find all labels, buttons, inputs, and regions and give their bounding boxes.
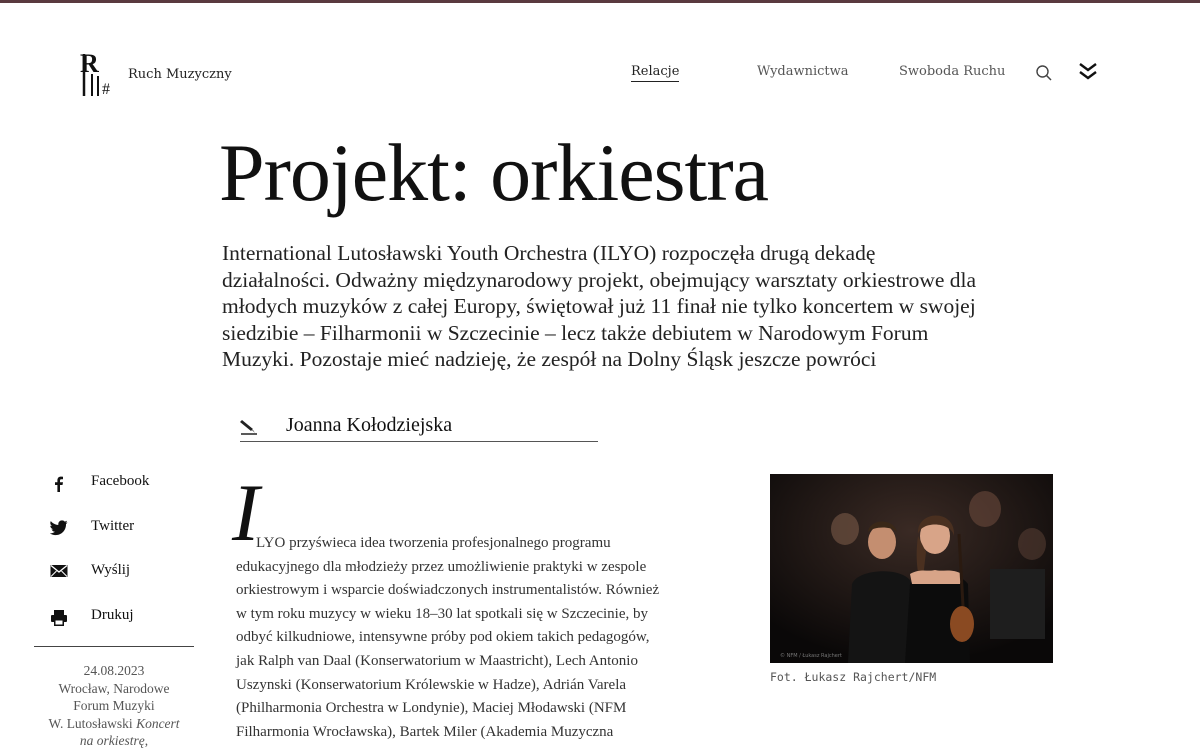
search-icon[interactable] bbox=[1035, 64, 1053, 82]
svg-text:#: # bbox=[102, 81, 110, 98]
share-mail-button[interactable] bbox=[50, 561, 190, 585]
event-place: Wrocław, Narodowe bbox=[58, 680, 170, 696]
body-line: w tym roku muzycy w wieku 18–30 lat spotkali się w Szczecinie, by bbox=[236, 605, 648, 622]
printer-icon bbox=[50, 609, 68, 627]
event-program bbox=[34, 732, 194, 750]
article-lead bbox=[222, 240, 1012, 373]
nav-item-relacje[interactable]: Relacje bbox=[631, 64, 679, 82]
drop-cap: I bbox=[232, 467, 260, 558]
share-facebook-button[interactable] bbox=[50, 472, 190, 496]
svg-text:R: R bbox=[80, 50, 99, 78]
body-line: LYO przyświeca idea tworzenia profesjonalnego programu bbox=[256, 535, 611, 551]
share-label: Facebook bbox=[91, 473, 150, 489]
program-work: na orkiestrę bbox=[79, 733, 145, 748]
body-line: jak Ralph van Daal (Konserwatorium w Maastricht), Lech Antonio bbox=[236, 652, 638, 669]
mail-icon bbox=[50, 564, 68, 578]
program-work: Koncert bbox=[136, 715, 180, 731]
lead-line: Muzyki. Pozostaje mieć nadzieję, że zespół na Dolny Śląsk jeszcze powróci bbox=[222, 347, 877, 371]
lead-line: International Lutosławski Youth Orchestra (ILYO) rozpoczęła drugą dekadę bbox=[222, 241, 876, 265]
article-title: Projekt: orkiestra bbox=[219, 127, 769, 218]
program-tail: , bbox=[144, 733, 149, 748]
ruch-muzyczny-logo[interactable] bbox=[78, 50, 118, 100]
author-byline bbox=[240, 414, 598, 442]
nav-item-wydawnictwa[interactable]: Wydawnictwa bbox=[757, 64, 849, 79]
body-line: Filharmonia Wrocławska), Bartek Miler (Akademia Muzyczna bbox=[236, 723, 614, 740]
event-info bbox=[34, 662, 194, 750]
event-date: 24.08.2023 bbox=[83, 663, 145, 678]
top-accent-bar bbox=[0, 0, 1200, 3]
article-photo[interactable] bbox=[770, 474, 1053, 663]
author-name[interactable]: Joanna Kołodziejska bbox=[286, 414, 453, 436]
article-body bbox=[236, 532, 736, 744]
lead-line: działalności. Odważny międzynarodowy projekt, obejmujący warsztaty orkiestrowe dla bbox=[222, 267, 977, 292]
twitter-icon bbox=[50, 520, 68, 536]
svg-text:© NFM / Łukasz Rajchert: © NFM / Łukasz Rajchert bbox=[780, 653, 842, 659]
event-place: Forum Muzyki bbox=[73, 698, 155, 713]
double-chevron-down-icon[interactable] bbox=[1078, 61, 1098, 83]
body-line: orkiestrowym i wsparcie doświadczonych instrumentalistów. Również bbox=[236, 582, 660, 599]
body-line: odbyć kilkudniowe, intensywne próby pod okiem takich pedagogów, bbox=[236, 629, 650, 646]
body-line: Uszynski (Konserwatorium Królewskie w Hadze), Adrián Varela bbox=[236, 676, 627, 693]
share-print-button[interactable] bbox=[50, 606, 190, 630]
photo-caption: Fot. Łukasz Rajchert/NFM bbox=[770, 670, 937, 684]
body-line: edukacyjnego dla młodzieży przez umożliwienie praktyki w zespole bbox=[236, 558, 647, 575]
program-composer: W. Lutosławski bbox=[48, 715, 137, 731]
share-label: Wyślij bbox=[91, 562, 131, 578]
facebook-icon bbox=[50, 475, 68, 493]
sidebar-divider bbox=[34, 646, 194, 647]
pen-icon bbox=[240, 419, 258, 435]
share-twitter-button[interactable] bbox=[50, 517, 190, 541]
brand-name[interactable]: Ruch Muzyczny bbox=[128, 67, 232, 82]
orchestra-photo-illustration bbox=[770, 474, 1053, 663]
share-label: Drukuj bbox=[91, 607, 134, 623]
body-line: (Philharmonia Orchestra w Londynie), Maciej Młodawski (NFM bbox=[236, 700, 627, 717]
share-label: Twitter bbox=[91, 518, 135, 534]
event-program bbox=[34, 715, 194, 733]
nav-item-swoboda-ruchu[interactable]: Swoboda Ruchu bbox=[899, 64, 1006, 79]
lead-line: siedzibie – Filharmonii w Szczecinie – lecz także debiutem w Narodowym Forum bbox=[222, 320, 929, 345]
lead-line: młodych muzyków z całej Europy, świętował już 11 finał nie tylko koncertem w swojej bbox=[222, 294, 976, 318]
